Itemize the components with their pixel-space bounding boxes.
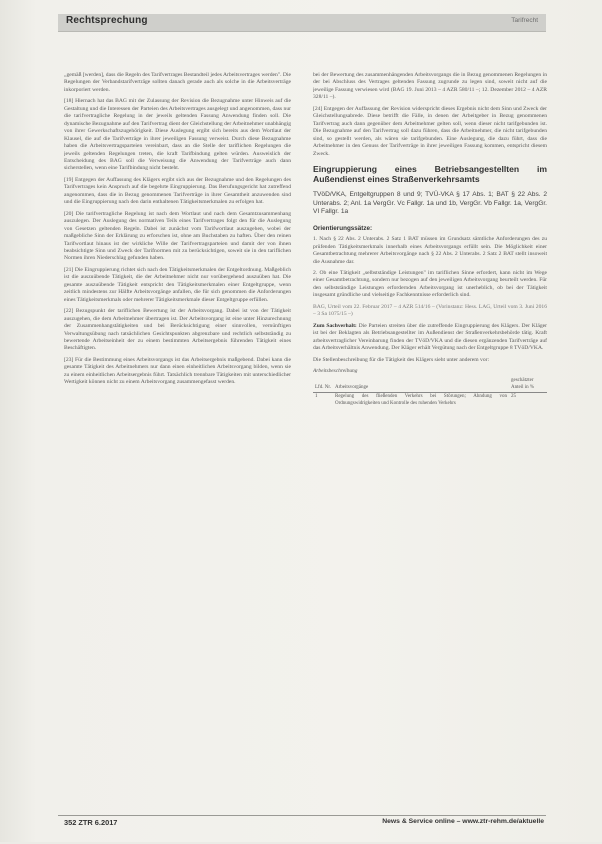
paragraph: [19] Entgegen der Auffassung des Klägers ergibt sich aus der Bezugnahme und den Regelungen des Tarifvertrages kein Anspruch auf die begehrte Eingruppierung. Das Berufungsgericht hat zutreffend angenommen, dass die in Bezug genommenen Tarifverträge in ihrer Gesamtheit anzuwenden sind und die Eingruppierung nach den darin enthaltenen Tätigkeitsmerkmalen zu erfolgen hat. bbox=[64, 176, 291, 206]
table-header-cell: Lfd. Nr. bbox=[313, 377, 333, 392]
table-header-row bbox=[313, 377, 547, 392]
orientation-sentence: 2. Ob eine Tätigkeit „selbstständige Leistungen" im tariflichen Sinne erfordert, kann nicht im Wege einer Gesamtbetrachtung, sondern nur bezogen auf den jeweiligen Arbeitsvorgang beurteilt werden. Für den selbstständige Leistungen erfordernden Arbeitsvorgang ist unerheblich, ob bei der Tätigkeit insgesamt gründliche und vielseitige Fachkenntnisse erforderlich sind. bbox=[313, 270, 547, 299]
court-citation: BAG, Urteil vom 22. Februar 2017 – 4 AZR 514/16 – (Vorinstanz: Hess. LAG, Urteil vom 3. Juni 2016 – 3 Sa 1075/15 –) bbox=[313, 303, 547, 318]
right-column bbox=[313, 72, 547, 844]
paragraph: „gemäß [werden], dass die Regeln des Tarifvertrages Bestandteil jedes Arbeitsvertrages werden". Die Regelungen der Verbandstarifverträge sollten danach gerade auch als solche in die Arbeitsverträge inkorporiert werden. bbox=[64, 72, 291, 93]
paragraph: [22] Bezugspunkt der tariflichen Bewertung ist der Arbeitsvorgang. Dabei ist von der Tätigkeit auszugehen, die dem Arbeitnehmer übertragen ist. Der Arbeitsvorgang ist eine unter Hinzurechnung der Zusammenhangstätigkeiten und bei Berücksichtigung einer sinnvollen, vernünftigen Verwaltungsübung nach tatsächlichen Gesichtspunkten abgrenzbare und rechtlich selbstständig zu bewertende Arbeitseinheit der zu einem bestimmten Arbeitsergebnis führenden Tätigkeit eines Beschäftigten. bbox=[64, 308, 291, 352]
table-title: Arbeitsbeschreibung bbox=[313, 368, 358, 375]
decision-heading: Eingruppierung eines Betriebsangestellten im Außendienst eines Straßenverkehrsamts bbox=[313, 163, 547, 185]
table-cell: Regelung des fließenden Verkehrs bei Störungen; Ahndung von Ordnungswidrigkeiten und Kontrolle des ruhenden Verkehrs bbox=[335, 394, 507, 406]
orientation-heading: Orientierungssätze: bbox=[313, 224, 373, 232]
table-header-cell: geschätzter Anteil in % bbox=[509, 377, 547, 392]
facts-paragraph bbox=[313, 323, 547, 353]
norm-references: TVöD/VKA, Entgeltgruppen 8 und 9; TVÜ-VKA § 17 Abs. 1; BAT § 22 Abs. 2 Unterabs. 2; Anl. 1a VergGr. Vc Fallgr. 1a und 1b, VergGr. Vb Fallgr. 1a, VergGr. VI Fallgr. 1a bbox=[313, 190, 547, 216]
table-intro: Die Stellenbeschreibung für die Tätigkeit des Klägers sieht unter anderem vor: bbox=[313, 356, 490, 363]
paragraph: [21] Die Eingruppierung richtet sich nach den Tätigkeitsmerkmalen der Entgeltordnung. Maßgeblich ist die auszuübende Tätigkeit, die der Arbeitnehmer nicht nur vorübergehend auszuüben hat. Die gesamte auszuübende Tätigkeit entspricht den Tätigkeitsmerkmalen einer Entgeltgruppe, wenn zeitlich mindestens zur Hälfte Arbeitsvorgänge anfallen, die für sich genommen die Anforderungen eines Tätigkeitsmerkmals oder mehrerer Tätigkeitsmerkmale dieser Entgeltgruppe erfüllen. bbox=[64, 266, 291, 303]
page-number: 352 ZTR 6.2017 bbox=[64, 818, 118, 827]
table-cell: 25 bbox=[511, 394, 516, 400]
left-column bbox=[64, 72, 291, 844]
table-cell: 1 bbox=[315, 394, 318, 400]
paragraph: [20] Die tarifvertragliche Regelung ist nach dem Wortlaut und nach dem Gesamtzusammenhang auszulegen. Der Auslegung des normativen Teils eines Tarifvertrages folgt den für die Auslegung von Gesetzen geltenden Regeln. Dabei ist zunächst vom Tarifwortlaut auszugehen, wobei der maßgebliche Sinn der Erklärung zu erforschen ist, ohne am Buchstaben zu haften. Über den reinen Tarifwortlaut hinaus ist der wirkliche Wille der Tarifvertragsparteien und damit der von ihnen beabsichtigte Sinn und Zweck der Tarifnormen mit zu berücksichtigen, soweit sie in den tariflichen Normen ihren Niederschlag gefunden haben. bbox=[64, 210, 291, 262]
footer-rule bbox=[58, 815, 546, 816]
paragraph: [23] Für die Bestimmung eines Arbeitsvorgangs ist das Arbeitsergebnis maßgebend. Dabei kann die gesamte Tätigkeit des Arbeitnehmers nur dann einen einheitlichen Arbeitsvorgang bilden, wenn sie zu einem einheitlichen Arbeitsergebnis führt. Tatsächlich trennbare Tätigkeiten mit unterschiedlicher Wertigkeit können nicht zu einem Arbeitsvorgang zusammengefasst werden. bbox=[64, 356, 291, 386]
section-title: Rechtsprechung bbox=[66, 15, 148, 26]
footer-website: News & Service online – www.ztr-rehm.de/aktuelle bbox=[382, 818, 544, 825]
facts-text: Die Parteien streiten über die zutreffende Eingruppierung des Klägers. Der Kläger ist bei der Beklagten als Betriebsangestellter im Außendienst der Straßenverkehrsbehörde tätig. Kraft arbeitsvertraglicher Vereinbarung finden der TVöD/VKA und die diesen ergänzenden Tarifverträge auf das Arbeitsverhältnis Anwendung. Der Kläger erhält Vergütung nach der Entgeltgruppe 8 TVöD/VKA. bbox=[313, 322, 547, 352]
section-category: Tarifrecht bbox=[511, 17, 538, 24]
paragraph: [24] Entgegen der Auffassung der Revision widerspricht dieses Ergebnis nicht dem Sinn und Zweck der Gleichstellungsabrede. Diese betrifft die Fälle, in denen der Arbeitgeber in Bezug genommenen Tarifvertrag auch dann gegenüber dem Arbeitnehmer gelten soll, wenn dieser nicht tarifgebunden ist. Die Bezugnahme auf den Tarifvertrag soll dazu führen, dass die Arbeitnehmer, die nicht tarifgebunden sind, so gestellt werden, als wären sie tarifgebunden. Eine Auslegung, die dazu führt, dass die Arbeitnehmer in den Genuss der Tarifverträge in ihrer jeweiligen Fassung kommen, entspricht diesem Zweck. bbox=[313, 105, 547, 157]
table-row bbox=[313, 393, 547, 408]
facts-label: Zum Sachverhalt: bbox=[313, 322, 357, 329]
paragraph: [18] Hiernach hat das BAG mit der Zulassung der Revision die Bezugnahme unter Hinweis auf die Gestaltung und die Interessen der Parteien des Arbeitsvertrages ausgelegt und angenommen, dass nur die tarifvertragliche Regelung in der jeweils geltenden Fassung Anwendung finden soll. Die dynamische Bezugnahme auf den Tarifvertrag dient der Gleichstellung der Arbeitnehmer unabhängig von ihrer Gewerkschaftszugehörigkeit. Diese Auslegung ergibt sich bereits aus dem Wortlaut der Klausel, die auf die Tarifverträge in ihrer jeweiligen Fassung verweist. Durch diese Bezugnahme haben die Arbeitsvertragsparteien vereinbart, dass an die Stelle der tariflichen Regelungen die jeweils geltenden Regelungen treten, die kraft Tarifbindung gelten würden. Ausweislich der Entscheidung des BAG soll die Verweisung die Anwendung der Tarifverträge auch dann sicherstellen, wenn eine Tarifbindung nicht besteht. bbox=[64, 98, 291, 172]
orientation-sentence: 1. Nach § 22 Abs. 2 Unterabs. 2 Satz 1 BAT müssen im Grundsatz sämtliche Anforderungen des zu prüfenden Tätigkeitsmerkmals innerhalb eines Arbeitsvorgangs erfüllt sein. Die Möglichkeit einer Gesamtbetrachtung mehrerer Arbeitsvorgänge nach § 22 Abs. 2 Unterabs. 2 Satz 2 BAT stellt insoweit die Ausnahme dar. bbox=[313, 236, 547, 265]
table-header-cell: Arbeitsvorgänge bbox=[333, 377, 509, 392]
paragraph: bei der Bewertung des zusammenhängenden Arbeitsvorgangs die in Bezug genommenen Regelungen in der bei Abschluss des Vertrages geltenden Fassung zugrunde zu legen sind, soweit nicht auf die jeweilige Fassung verwiesen wird (BAG 19. Juni 2013 – 4 AZR 580/11 –; 12. Dezember 2012 – 4 AZR 328/11 –). bbox=[313, 72, 547, 101]
work-description-table bbox=[313, 377, 547, 408]
